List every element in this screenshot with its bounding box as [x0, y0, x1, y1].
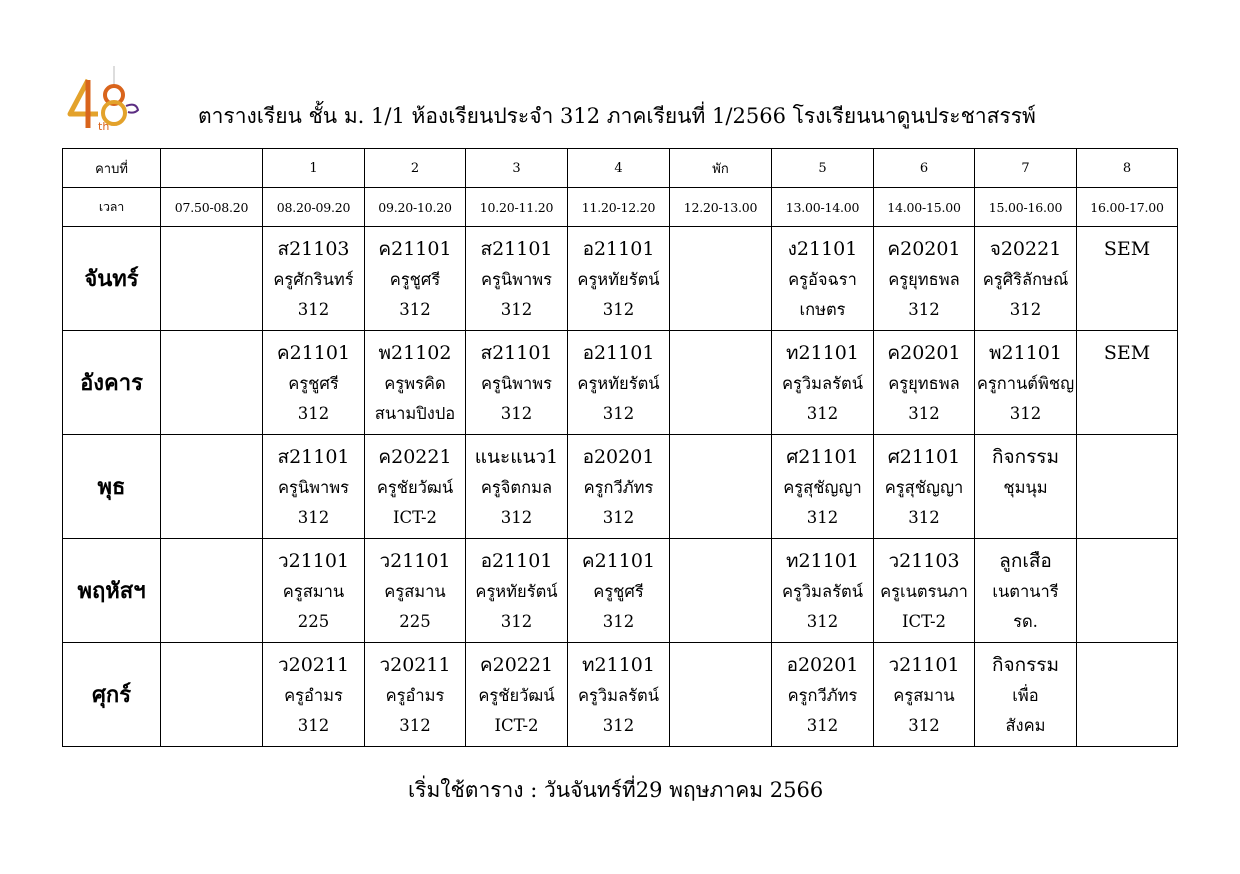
class-code: ท21101: [582, 654, 655, 676]
time-slot: 07.50-08.20: [161, 188, 263, 227]
class-teacher: ครูพรคิด: [384, 373, 446, 393]
class-code: ว20211: [379, 654, 451, 676]
class-teacher: ครูนิพาพร: [480, 269, 553, 289]
class-cell: [772, 331, 874, 435]
class-cell: [466, 643, 568, 747]
class-teacher: ครูชัยวัฒน์: [478, 685, 555, 705]
class-cell: [365, 331, 466, 435]
time-slot: 08.20-09.20: [263, 188, 365, 227]
class-room: 312: [602, 508, 635, 527]
class-teacher: ครูอัจฉรา: [788, 269, 857, 289]
empty-cell: [161, 539, 263, 643]
class-room: สังคม: [1005, 716, 1046, 735]
time-slot: 13.00-14.00: [772, 188, 874, 227]
empty-cell: [161, 227, 263, 331]
start-date-note: เริ่มใช้ตาราง : วันจันทร์ที่29 พฤษภาคม 2566: [408, 778, 824, 802]
class-room: 312: [908, 404, 940, 423]
class-room: 312: [297, 508, 330, 527]
class-room: 312: [908, 716, 940, 735]
class-code: ค21101: [276, 342, 351, 364]
class-cell: [466, 227, 568, 331]
day-name: จันทร์: [63, 227, 161, 331]
class-teacher: ครูยุทธพล: [888, 269, 960, 289]
class-teacher: ครูนิพาพร: [277, 477, 350, 497]
class-code: ง21101: [787, 238, 858, 260]
class-room: 312: [297, 404, 330, 423]
day-row: [63, 227, 1178, 331]
class-teacher: ครูศิริลักษณ์: [982, 269, 1069, 289]
class-room: รด.: [1013, 612, 1038, 631]
class-room: เกษตร: [799, 300, 846, 319]
period-number: [161, 149, 263, 188]
class-room: 312: [602, 300, 635, 319]
school-anniversary-logo: [64, 62, 144, 134]
class-teacher: ครูชูศรี: [389, 269, 441, 289]
class-cell: [874, 643, 975, 747]
class-room: 312: [806, 508, 839, 527]
class-code: อ20201: [786, 654, 859, 676]
class-cell: [975, 539, 1077, 643]
day-row: [63, 331, 1178, 435]
empty-cell: [161, 331, 263, 435]
period-number: 6: [874, 149, 975, 188]
class-teacher: ครูวิมลรัตน์: [577, 685, 659, 705]
class-code: พ21101: [989, 342, 1062, 364]
period-number: 3: [466, 149, 568, 188]
class-room: 312: [500, 404, 533, 423]
class-cell: [568, 643, 670, 747]
class-code: อ20201: [582, 446, 655, 468]
period-number: 1: [263, 149, 365, 188]
class-code: ค20221: [378, 446, 452, 468]
empty-cell: [670, 331, 772, 435]
class-code: กิจกรรม: [991, 654, 1060, 676]
class-cell: [772, 435, 874, 539]
class-cell: [263, 435, 365, 539]
class-cell: [568, 227, 670, 331]
class-code: ค20221: [479, 654, 554, 676]
class-cell: [1077, 331, 1178, 435]
class-room: 312: [297, 300, 330, 319]
time-slot: 14.00-15.00: [874, 188, 975, 227]
period-number: 7: [975, 149, 1077, 188]
class-code: SEM: [1103, 342, 1151, 364]
class-room: 312: [908, 300, 940, 319]
class-cell: [365, 643, 466, 747]
time-header-row: [63, 188, 1178, 227]
empty-cell: [1077, 539, 1178, 643]
class-room: 312: [500, 300, 533, 319]
class-cell: [874, 331, 975, 435]
time-slot: 12.20-13.00: [670, 188, 772, 227]
time-slot: 15.00-16.00: [975, 188, 1077, 227]
class-room: 312: [500, 612, 533, 631]
class-room: 225: [297, 612, 330, 631]
class-code: จ20221: [989, 238, 1062, 260]
empty-cell: [161, 643, 263, 747]
day-name: ศุกร์: [63, 643, 161, 747]
class-room: 312: [399, 716, 431, 735]
time-label: เวลา: [63, 188, 161, 227]
class-code: แนะแนว1: [474, 446, 559, 468]
class-code: ศ21101: [887, 446, 961, 468]
class-teacher: ครูชูศรี: [593, 581, 644, 601]
class-room: 312: [806, 612, 839, 631]
day-row: [63, 435, 1178, 539]
class-room: ICT-2: [392, 508, 438, 527]
class-code: อ21101: [582, 342, 655, 364]
class-code: อ21101: [480, 550, 553, 572]
class-code: ลูกเสือ: [999, 550, 1052, 572]
class-cell: [466, 539, 568, 643]
class-code: ค20201: [887, 238, 961, 260]
class-cell: [466, 435, 568, 539]
class-code: พ21102: [378, 342, 452, 364]
class-room: สนามปิงปอ: [374, 404, 456, 423]
empty-cell: [1077, 643, 1178, 747]
class-room: 312: [602, 404, 635, 423]
class-code: กิจกรรม: [991, 446, 1060, 468]
day-name: พุธ: [63, 435, 161, 539]
page-title: ตารางเรียน ชั้น ม. 1/1 ห้องเรียนประจำ 312 ภาคเรียนที่ 1/2566 โรงเรียนนาดูนประชาสรรพ์: [198, 104, 1036, 128]
empty-cell: [670, 435, 772, 539]
class-code: ส21101: [480, 238, 553, 260]
class-room: 312: [602, 716, 635, 735]
class-teacher: ครูวิมลรัตน์: [781, 373, 863, 393]
class-room: 312: [1009, 404, 1042, 423]
class-room: 312: [806, 716, 839, 735]
class-code: ค20201: [887, 342, 961, 364]
period-number: พัก: [670, 149, 772, 188]
class-room: 312: [399, 300, 431, 319]
class-teacher: ครูหทัยรัตน์: [577, 269, 660, 289]
class-code: ท21101: [786, 342, 859, 364]
class-cell: [263, 227, 365, 331]
empty-cell: [670, 227, 772, 331]
time-slot: 11.20-12.20: [568, 188, 670, 227]
class-code: ส21101: [277, 446, 350, 468]
period-number: 2: [365, 149, 466, 188]
day-row: [63, 643, 1178, 747]
day-row: [63, 539, 1178, 643]
period-number: 4: [568, 149, 670, 188]
empty-cell: [161, 435, 263, 539]
day-name: อังคาร: [63, 331, 161, 435]
class-teacher: ครูวิมลรัตน์: [781, 581, 863, 601]
period-number: 8: [1077, 149, 1178, 188]
class-cell: [975, 435, 1077, 539]
class-teacher: ครูชัยวัฒน์: [376, 477, 454, 497]
period-number: 5: [772, 149, 874, 188]
class-cell: [874, 435, 975, 539]
class-cell: [568, 539, 670, 643]
class-room: 312: [602, 612, 635, 631]
class-cell: [263, 643, 365, 747]
empty-cell: [670, 539, 772, 643]
class-cell: [263, 331, 365, 435]
class-teacher: ครูศักรินทร์: [273, 269, 354, 289]
empty-cell: [670, 643, 772, 747]
period-label: คาบที่: [63, 149, 161, 188]
class-code: ค21101: [378, 238, 452, 260]
class-teacher: ครูอำมร: [385, 685, 445, 705]
class-code: อ21101: [582, 238, 655, 260]
time-slot: 16.00-17.00: [1077, 188, 1178, 227]
class-teacher: เพื่อ: [1012, 685, 1039, 705]
empty-cell: [1077, 435, 1178, 539]
class-cell: [1077, 227, 1178, 331]
class-cell: [874, 539, 975, 643]
class-room: 312: [806, 404, 839, 423]
class-room: 225: [399, 612, 431, 631]
class-cell: [365, 227, 466, 331]
class-code: SEM: [1103, 238, 1151, 260]
class-code: ศ21101: [786, 446, 859, 468]
class-teacher: เนตานารี: [992, 581, 1059, 601]
class-room: ICT-2: [494, 716, 539, 735]
class-teacher: ครูสมาน: [893, 685, 955, 705]
class-code: ว21101: [888, 654, 960, 676]
class-cell: [568, 331, 670, 435]
class-room: 312: [297, 716, 330, 735]
class-code: ท21101: [786, 550, 859, 572]
class-teacher: ครูอำมร: [284, 685, 343, 705]
class-teacher: ครูสุชัญญา: [783, 477, 862, 497]
logo-text: th: [98, 120, 110, 133]
timetable: [62, 148, 1178, 747]
period-header-row: [63, 149, 1178, 188]
class-cell: [975, 227, 1077, 331]
class-cell: [365, 435, 466, 539]
class-cell: [466, 331, 568, 435]
class-teacher: ครูกานต์พิชญ: [976, 373, 1075, 393]
class-cell: [874, 227, 975, 331]
class-teacher: ครูนิพาพร: [480, 373, 553, 393]
class-room: 312: [500, 508, 533, 527]
class-cell: [772, 227, 874, 331]
class-teacher: ครูชูศรี: [288, 373, 339, 393]
class-teacher: ครูจิตกมล: [480, 477, 553, 497]
class-cell: [975, 331, 1077, 435]
class-code: ว21101: [379, 550, 451, 572]
class-teacher: ครูสมาน: [282, 581, 345, 601]
class-teacher: ครูเนตรนภา: [880, 581, 968, 601]
class-teacher: ครูกวีภัทร: [583, 477, 654, 497]
class-teacher: ครูสมาน: [384, 581, 446, 601]
class-teacher: ครูกวีภัทร: [787, 685, 858, 705]
time-slot: 09.20-10.20: [365, 188, 466, 227]
class-cell: [772, 539, 874, 643]
class-code: ค21101: [581, 550, 656, 572]
class-code: ว21101: [277, 550, 350, 572]
class-teacher: ครูหทัยรัตน์: [475, 581, 558, 601]
day-name: พฤหัสฯ: [63, 539, 161, 643]
class-room: ICT-2: [901, 612, 947, 631]
class-cell: [263, 539, 365, 643]
class-cell: [975, 643, 1077, 747]
class-teacher: ครูยุทธพล: [888, 373, 960, 393]
class-code: ส21103: [277, 238, 350, 260]
class-teacher: ครูหทัยรัตน์: [577, 373, 660, 393]
class-teacher: ครูสุชัญญา: [884, 477, 964, 497]
class-code: ว20211: [277, 654, 350, 676]
class-cell: [365, 539, 466, 643]
class-teacher: ชุมนุม: [1003, 477, 1048, 497]
class-room: 312: [908, 508, 940, 527]
time-slot: 10.20-11.20: [466, 188, 568, 227]
class-cell: [568, 435, 670, 539]
class-code: ส21101: [480, 342, 553, 364]
class-cell: [772, 643, 874, 747]
class-code: ว21103: [888, 550, 960, 572]
class-room: 312: [1009, 300, 1042, 319]
